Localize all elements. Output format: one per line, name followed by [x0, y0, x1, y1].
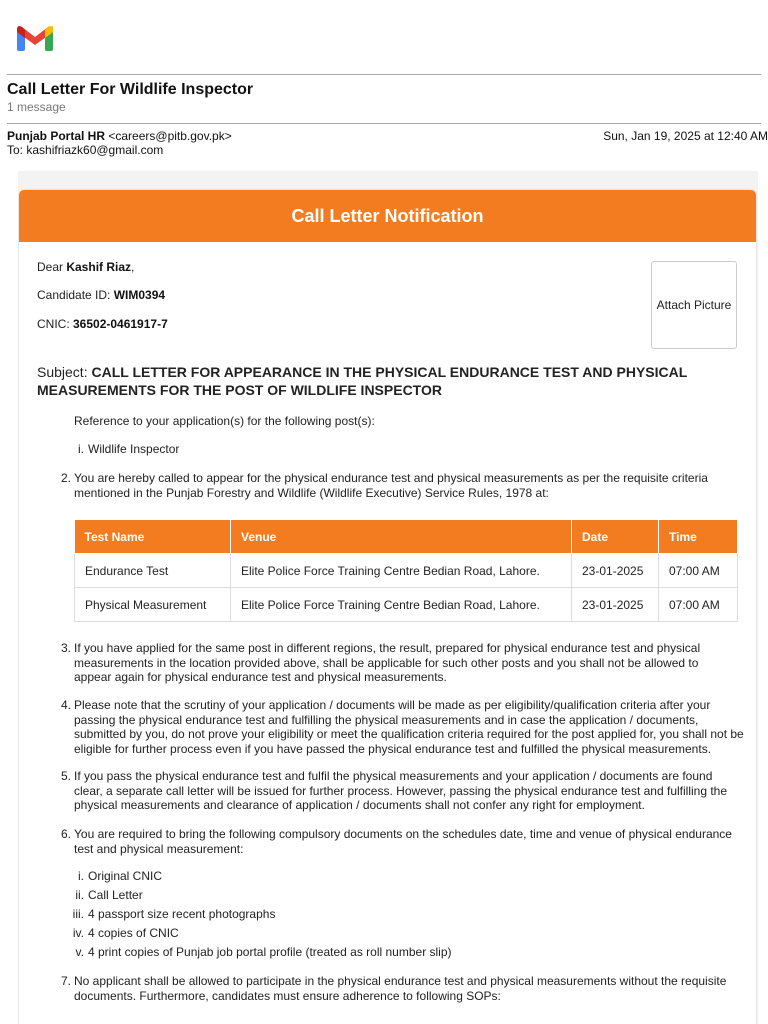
table-row	[75, 588, 738, 622]
document-item: i. Original CNIC	[78, 869, 163, 883]
letter-banner: Call Letter Notification	[19, 190, 756, 242]
document-item: iii. 4 passport size recent photographs	[72, 907, 276, 921]
point-5: If you pass the physical endurance test and fulfil the physical measurements and your application / documents are found clear, a separate call letter will be issued for further process. However, passing the physical endurance test and fulfilling the physical measurements and clearance of application / documents shall not confer any right for employment.	[74, 769, 728, 812]
point-number: 2.	[60, 471, 71, 485]
email-date: Sun, Jan 19, 2025 at 12:40 AM	[603, 129, 768, 143]
point-number: 4.	[60, 698, 71, 712]
column-header: Date	[572, 520, 659, 554]
subject-divider	[7, 123, 761, 124]
column-header: Venue	[231, 520, 572, 554]
document-item: v. 4 print copies of Punjab job portal profile (treated as roll number slip)	[75, 945, 452, 959]
email-subject: Call Letter For Wildlife Inspector	[7, 81, 254, 98]
cnic: CNIC: 36502-0461917-7	[37, 317, 168, 331]
point-7: No applicant shall be allowed to participate in the physical endurance test and physical measurements without the requisite documents. Furthermore, candidates must ensure adherence to following SOPs:	[74, 974, 727, 1003]
attach-picture-box: Attach Picture	[651, 261, 737, 349]
letter-subject: Subject: CALL LETTER FOR APPEARANCE IN THE PHYSICAL ENDURANCE TEST AND PHYSICAL MEASUREMENTS FOR THE POST OF WILDLIFE INSPECTOR	[37, 364, 688, 398]
table-header-row	[75, 520, 738, 554]
document-item: iv. 4 copies of CNIC	[72, 926, 179, 940]
table-cell: Physical Measurement	[75, 588, 231, 622]
point-2: You are hereby called to appear for the physical endurance test and physical measurements as per the requisite criteria mentioned in the Punjab Forestry and Wildlife (Wildlife Executive) Service Rules, 1978 at:	[74, 471, 708, 500]
gmail-logo-icon	[15, 22, 55, 52]
point-number: 7.	[60, 974, 71, 988]
table-cell: 07:00 AM	[659, 588, 738, 622]
reference-text: Reference to your application(s) for the following post(s):	[74, 414, 375, 428]
point-number: 6.	[60, 827, 71, 841]
point-4: Please note that the scrutiny of your application / documents will be made as per eligibility/qualification criteria after your passing the physical endurance test and fulfilling the physical measurements and in case the application / documents, submitted by you, do not prove your eligibility or meet the qualification criteria required for the post applied for, you shall not be eligible for further process even if you have passed the physical endurance test and fulfilled the physical measurements.	[74, 698, 744, 756]
document-item: ii. Call Letter	[75, 888, 143, 902]
table-row	[75, 554, 738, 588]
letter-card	[19, 190, 756, 1024]
candidate-name: Kashif Riaz	[66, 260, 132, 274]
point-3: If you have applied for the same post in different regions, the result, prepared for physical endurance test and physical measurements in the location provided above, shall be applicable for such other posts and you shall not be allowed to appear again for physical endurance test and physical measurements.	[74, 641, 701, 684]
point-number: 5.	[60, 769, 71, 783]
table-cell: Endurance Test	[75, 554, 231, 588]
greeting: Dear Kashif Riaz,	[37, 260, 135, 274]
recipient-line: To: kashifriazk60@gmail.com	[7, 143, 164, 157]
table-cell: Elite Police Force Training Centre Bedian Road, Lahore.	[231, 554, 572, 588]
message-count: 1 message	[7, 100, 66, 114]
post-item: i. Wildlife Inspector	[78, 442, 180, 456]
header-divider	[7, 74, 761, 75]
point-6: You are required to bring the following compulsory documents on the schedules date, time and venue of physical endurance test and physical measurement:	[74, 827, 732, 856]
table-cell: 23-01-2025	[572, 554, 659, 588]
sender-line	[7, 129, 232, 143]
column-header: Test Name	[75, 520, 231, 554]
sender-name: Punjab Portal HR	[7, 129, 106, 143]
column-header: Time	[659, 520, 738, 554]
table-cell: 23-01-2025	[572, 588, 659, 622]
table-cell: 07:00 AM	[659, 554, 738, 588]
table-cell: Elite Police Force Training Centre Bedian Road, Lahore.	[231, 588, 572, 622]
sender-email: <careers@pitb.gov.pk>	[108, 129, 232, 143]
point-number: 3.	[60, 641, 71, 655]
candidate-id: Candidate ID: WIM0394	[37, 288, 166, 302]
schedule-table	[74, 519, 738, 622]
